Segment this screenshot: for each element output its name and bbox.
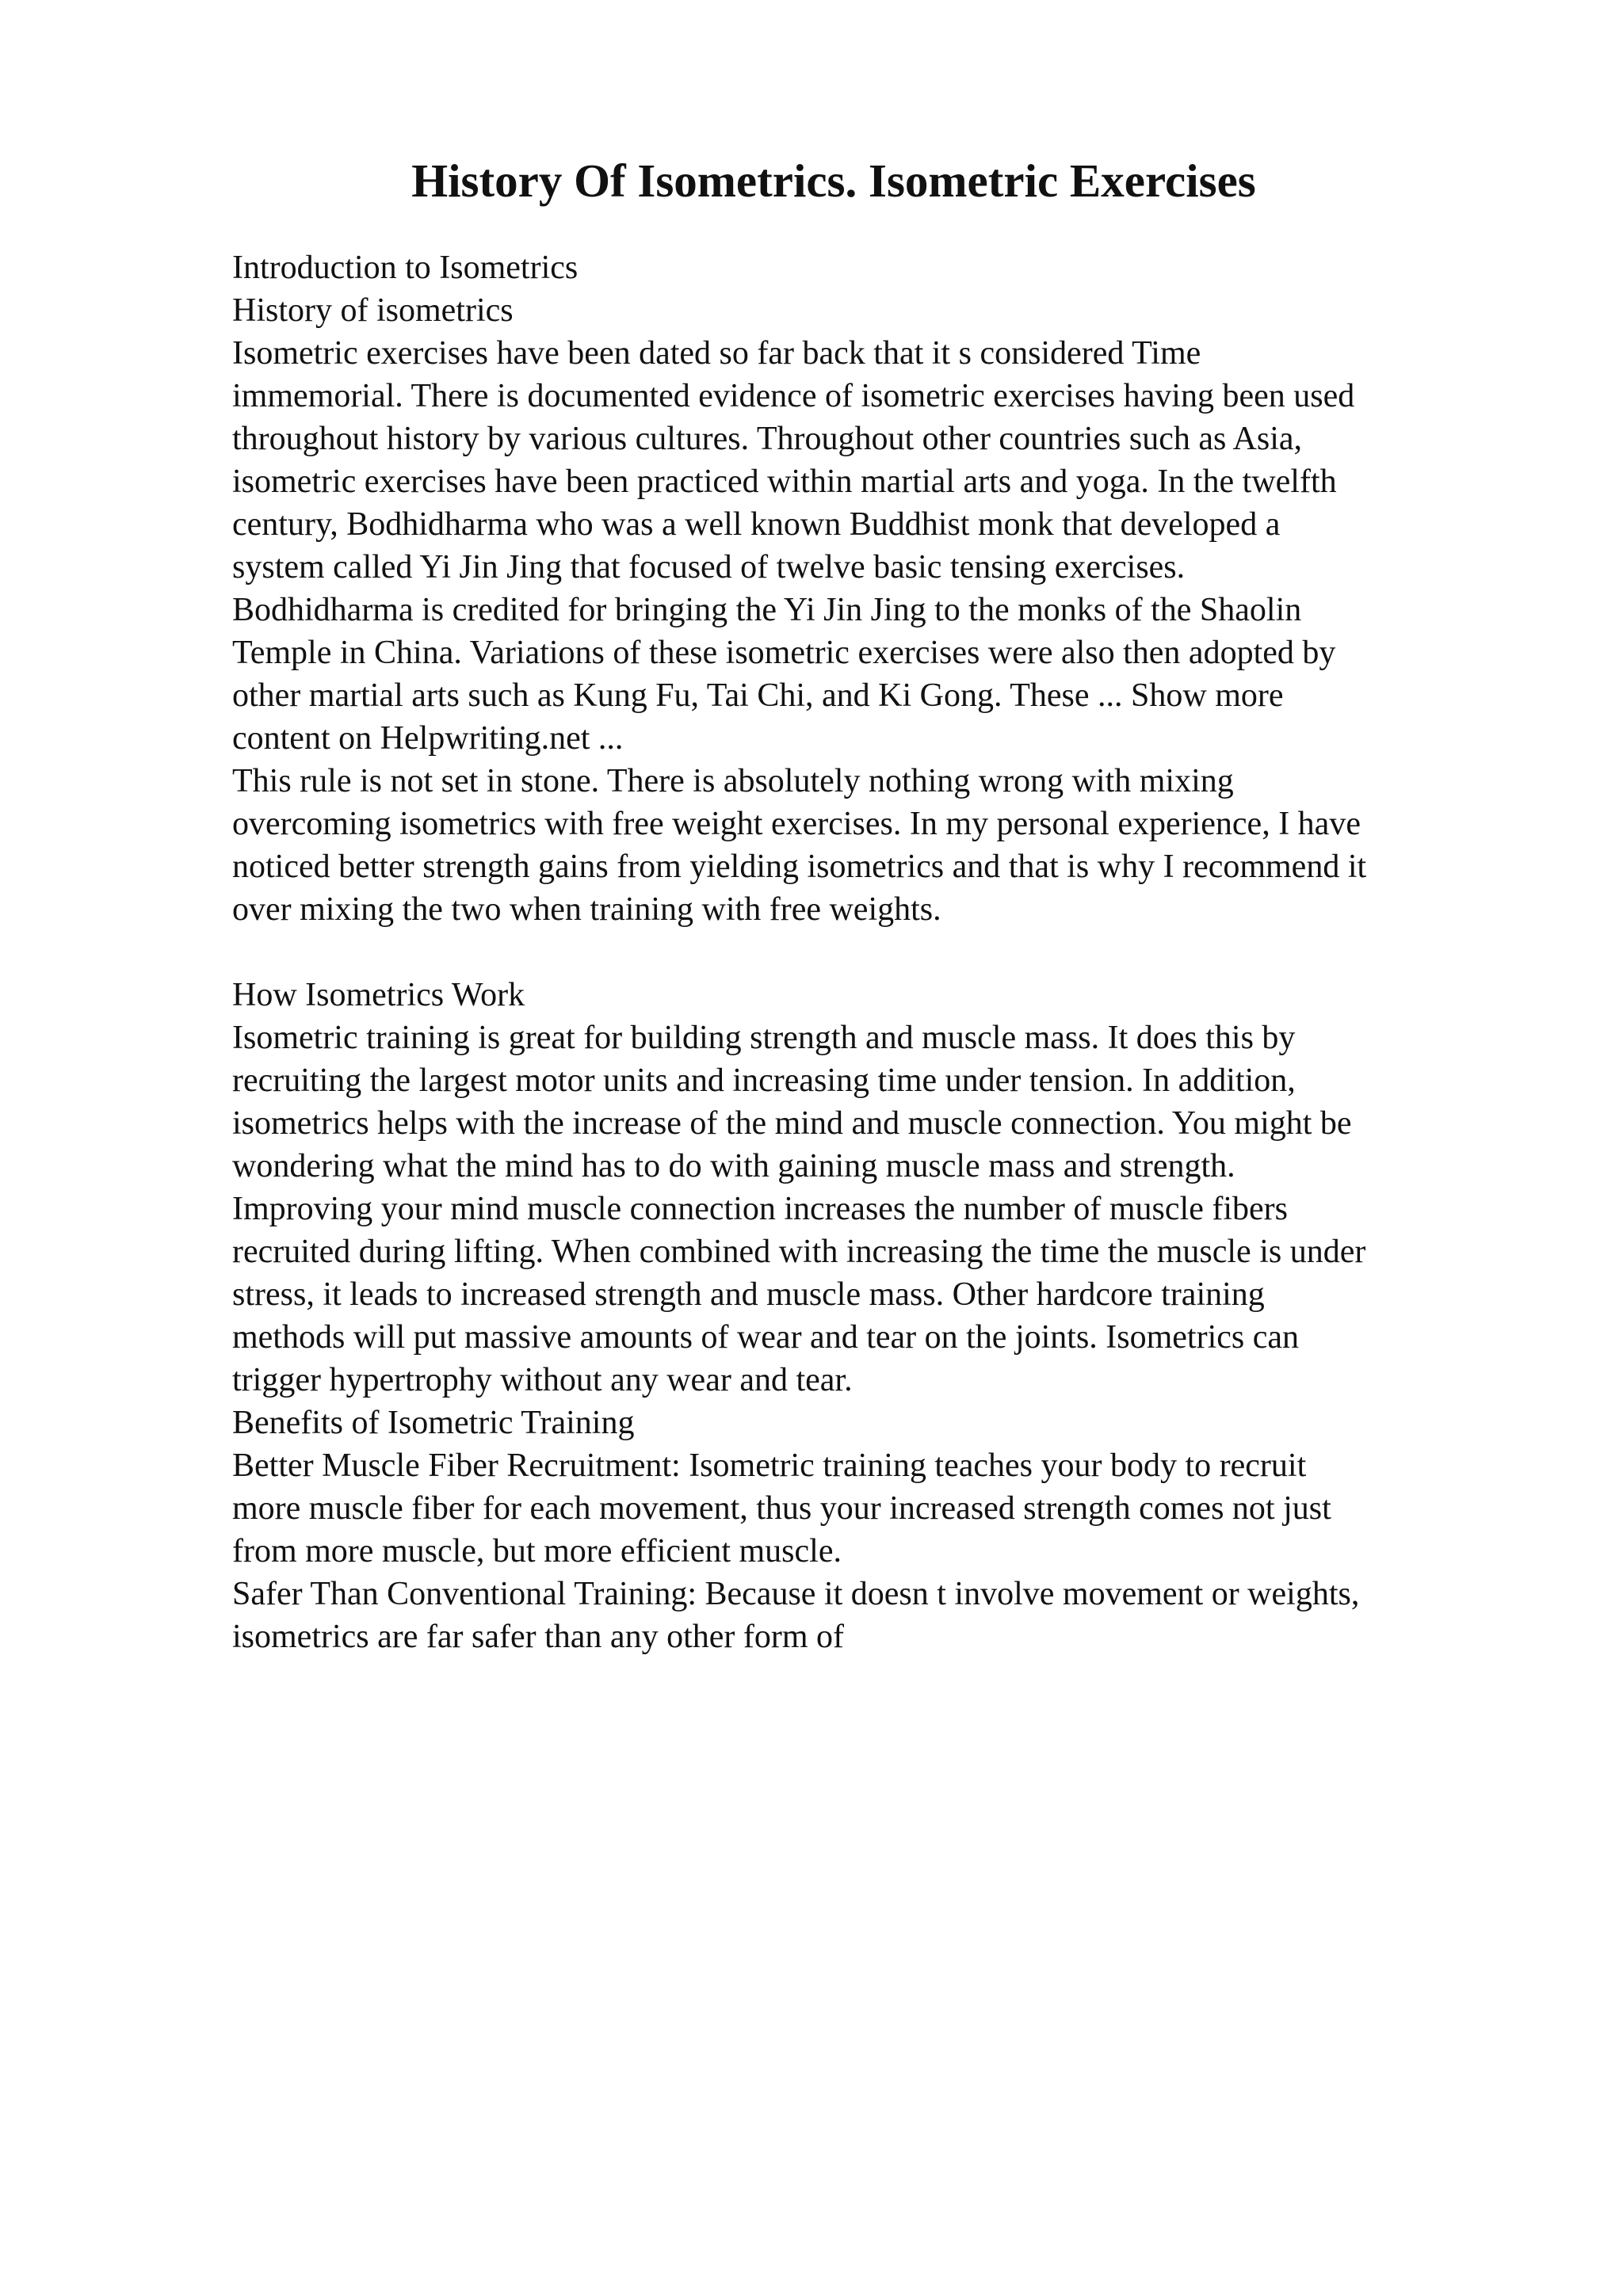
document-title: History Of Isometrics. Isometric Exercises [411,154,1256,207]
body-line: Improving your mind muscle connection increases the number of muscle fibers [232,1191,1288,1227]
body-line: isometrics helps with the increase of the mind and muscle connection. You might be [232,1105,1352,1142]
body-line: isometric exercises have been practiced within martial arts and yoga. In the twelfth [232,463,1337,500]
body-line: Bodhidharma is credited for bringing the Yi Jin Jing to the monks of the Shaolin [232,592,1302,628]
blank-line [232,931,1500,974]
body-line: This rule is not set in stone. There is absolutely nothing wrong with mixing [232,763,1234,799]
body-line: system called Yi Jin Jing that focused of twelve basic tensing exercises. [232,549,1186,585]
document-body [232,246,1500,1658]
body-line: wondering what the mind has to do with gaining muscle mass and strength. [232,1148,1235,1184]
body-line: more muscle fiber for each movement, thus your increased strength comes not just [232,1490,1331,1527]
body-line: over mixing the two when training with free weights. [232,891,941,928]
body-line: Isometric exercises have been dated so far back that it s considered Time [232,335,1201,372]
body-line: recruiting the largest motor units and increasing time under tension. In addition, [232,1062,1296,1099]
body-line: century, Bodhidharma who was a well known Buddhist monk that developed a [232,506,1281,543]
section-heading-how-isometrics-work: How Isometrics Work [232,977,525,1013]
body-line: noticed better strength gains from yielding isometrics and that is why I recommend it [232,849,1367,885]
body-line: stress, it leads to increased strength and muscle mass. Other hardcore training [232,1276,1265,1313]
body-line: recruited during lifting. When combined with increasing the time the muscle is under [232,1234,1366,1270]
section-heading-introduction: Introduction to Isometrics [232,250,579,286]
body-line: throughout history by various cultures. Throughout other countries such as Asia, [232,421,1303,457]
body-line: Isometric training is great for building strength and muscle mass. It does this by [232,1020,1296,1056]
body-line: Safer Than Conventional Training: Because it doesn t involve movement or weights, [232,1576,1360,1612]
body-line: Temple in China. Variations of these isometric exercises were also then adopted by [232,635,1336,671]
section-heading-history: History of isometrics [232,292,514,329]
body-line: isometrics are far safer than any other form of [232,1619,844,1655]
body-line: content on Helpwriting.net ... [232,720,624,757]
section-heading-benefits: Benefits of Isometric Training [232,1405,635,1441]
body-line: overcoming isometrics with free weight exercises. In my personal experience, I have [232,806,1361,842]
body-line: trigger hypertrophy without any wear and tear. [232,1362,853,1398]
body-line: Better Muscle Fiber Recruitment: Isometric training teaches your body to recruit [232,1447,1307,1484]
body-line: methods will put massive amounts of wear and tear on the joints. Isometrics can [232,1319,1300,1356]
body-line: from more muscle, but more efficient muscle. [232,1533,842,1569]
body-line: other martial arts such as Kung Fu, Tai Chi, and Ki Gong. These ... Show more [232,677,1284,714]
body-line: immemorial. There is documented evidence of isometric exercises having been used [232,378,1355,414]
